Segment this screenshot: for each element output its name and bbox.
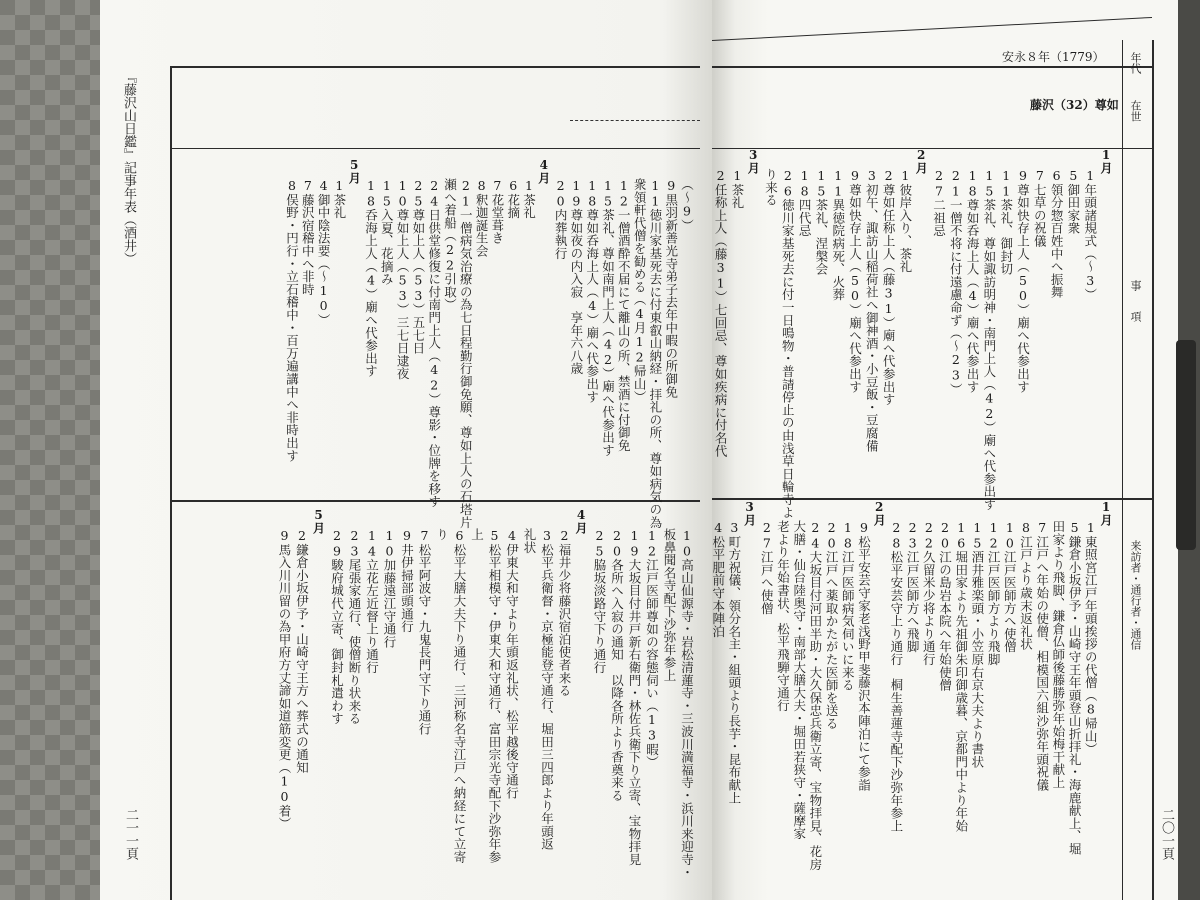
frame-left xyxy=(170,66,172,900)
event-entry: 1茶礼 xyxy=(729,168,745,209)
event-entry: 6松平大膳大夫下り通行、三河称名寺江戸へ納経にて立寄 xyxy=(452,528,467,864)
event-entry: 18尊如呑海上人（4）廟へ代参出す xyxy=(584,178,600,404)
month-label: 2月 xyxy=(872,500,887,526)
event-entry: 9馬入川川留の為甲府方丈諦如道筋変更（10着） xyxy=(277,528,292,830)
event-entry: 23江戸医師方へ飛脚 xyxy=(905,520,921,653)
event-entry: 15茶礼、尊如諏訪明神・南門上人（42）廟へ代参出す xyxy=(981,168,997,511)
event-entry: 瀬へ着船（22引取） xyxy=(442,178,458,311)
event-entry: 老より年始書状、松平飛騨守通行 xyxy=(775,520,791,712)
event-entry: 18江戸医師病気伺いに来る xyxy=(840,520,856,692)
month-label: 1月 xyxy=(1099,500,1113,526)
event-entry: 18四代忌 xyxy=(797,168,813,237)
page-number-left: 二一一頁 xyxy=(123,808,138,860)
event-entry: 3初午、諏訪山稲荷社へ御神酒・小豆飯・豆腐備 xyxy=(864,168,880,453)
event-entry: 16堀田家より先祖御朱印御歳暮、京都門中より年始 xyxy=(953,520,969,833)
event-entry: 大膳・仙台陸奥守・南部大膳大夫・堀田若狭守・薩摩家 xyxy=(791,520,807,840)
year-label: 安永８年（1779） xyxy=(1002,50,1105,64)
event-entry: 5松平相模守・伊東大和守通行、富田宗光寺配下沙弥年参 xyxy=(487,528,502,864)
event-entry: 1彼岸入り、茶礼 xyxy=(897,168,913,273)
resident-label: 藤沢（32）尊如 xyxy=(1030,98,1119,112)
event-entry: 14立花左近督上り通行 xyxy=(364,528,380,674)
event-entry: 1年頭諸規式（〜3） xyxy=(1082,168,1098,301)
event-entry: （〜9） xyxy=(679,178,695,232)
event-entry: 7松平阿波守・九鬼長門守下り通行 xyxy=(417,528,432,736)
month-label: 3月 xyxy=(746,148,761,174)
event-entry: 10高山仙源寺・岩松清蓮寺・三波川満福寺・浜川来迎寺・ xyxy=(679,528,695,879)
event-entry: 12江戸医師尊如の容態伺い（13暇） xyxy=(644,528,660,769)
event-entry: 8釈迦誕生会 xyxy=(474,178,490,258)
event-entry: 15茶礼、涅槃会 xyxy=(813,168,829,276)
header-visitors: 来訪者・通行者・通信 xyxy=(1129,540,1142,650)
event-entry: 15茶礼、尊如南門上人（42）廟へ代参出す xyxy=(600,178,616,457)
dashed-rule xyxy=(570,120,700,121)
event-entry: 1茶礼 xyxy=(331,178,347,219)
event-entry: 27江戸へ使僧 xyxy=(759,520,775,615)
month-label: 2月 xyxy=(914,148,929,174)
event-entry: 7江戸へ年始の使僧、相模国六組沙弥年頭祝儀 xyxy=(1034,520,1050,792)
event-entry: 9尊如快存上人（50）廟へ代参出す xyxy=(847,168,863,394)
month-label: 4月 xyxy=(574,508,588,534)
running-title: 『藤沢山日鑑』記事年表（酒井） xyxy=(121,70,136,265)
event-entry: 10尊如上人（53）三七日逮夜 xyxy=(395,178,411,380)
event-entry: 2尊如任称上人（藤31）廟へ代参出す xyxy=(881,168,897,406)
event-entry: 12一僧酒酔不届にて離山の所、禁酒に付御免 xyxy=(616,178,632,452)
event-entry: 19尊如夜の内入寂 享年六八歳 xyxy=(568,178,584,375)
event-entry: 2任称上人（藤31）七回忌、尊如疾病に付名代 xyxy=(713,168,729,458)
event-entry: 上 xyxy=(469,528,485,541)
left-page xyxy=(100,0,712,900)
event-entry: 21一僧病気治療の為七日程勤行御免願、尊如上人の石塔片 xyxy=(458,178,474,529)
event-entry: 22久留米少将より通行 xyxy=(921,520,937,666)
header-year: 年代 xyxy=(1129,52,1142,74)
event-entry: 4松平肥前守本陣泊 xyxy=(710,520,726,638)
event-entry: 5鎌倉小坂伊予・山崎守王年頭登山折拝礼・海鹿献上、堀 xyxy=(1067,520,1083,856)
event-entry: 10加藤遠江守通行 xyxy=(382,528,397,649)
event-entry: 8俣野・円行・立石稽中・百万遍講中へ非時出す xyxy=(284,178,300,463)
event-entry: 衆領軒代僧を勧める（4月12帰山） xyxy=(632,178,648,404)
event-entry: 2福井少将藤沢宿泊使者来る xyxy=(557,528,572,697)
event-entry: 18呑海上人（4）廟へ代参出す xyxy=(363,178,379,378)
month-label: 3月 xyxy=(742,500,757,526)
event-entry: 田家より飛脚、鎌倉仏師後藤勝弥年始梅干献上 xyxy=(1050,520,1066,789)
month-label: 5月 xyxy=(347,158,362,184)
event-entry: 7花堂葺き xyxy=(489,178,505,245)
month-label: 4月 xyxy=(536,158,551,184)
right-page xyxy=(712,0,1178,900)
event-entry: 1茶礼 xyxy=(521,178,537,219)
event-entry: 4御中陰法要（〜10） xyxy=(316,178,332,327)
event-entry: 24大坂目付河田半助・大久保忠兵衛立寄、宝物拝見、花房 xyxy=(807,520,823,871)
event-entry: 9黒羽新善光寺弟子去年中暇の所御免 xyxy=(663,178,679,399)
event-entry: 29駿府城代立寄、御封札遣わす xyxy=(329,528,345,725)
table-background xyxy=(0,0,100,900)
event-entry: 9尊如快存上人（50）廟へ代参出す xyxy=(1015,168,1031,394)
event-entry: 26徳川家基死去に付一日鳴物・普請停止の由浅草日輪寺よ xyxy=(780,168,796,519)
event-entry: 5御田家衆 xyxy=(1065,168,1081,235)
event-entry: 18尊如呑海上人（4）廟へ代参出す xyxy=(965,168,981,394)
event-entry: 9井伊掃部頭通行 xyxy=(399,528,415,633)
event-entry: 27二祖忌 xyxy=(931,168,947,237)
event-entry: 11徳川家基死去に付東叡山納経・拝礼の所、尊如病気の為 xyxy=(647,178,663,529)
event-entry: 20江戸へ薬取かたがた医師を送る xyxy=(824,520,840,730)
event-entry: 4伊東大和守より年頭返礼状、松平越後守通行 xyxy=(504,528,520,800)
frame-top xyxy=(170,66,700,68)
event-entry: 8江戸より歳末返礼状 xyxy=(1018,520,1034,651)
event-entry: 7藤沢宿稽中へ非時 xyxy=(300,178,316,296)
header-events: 事項 xyxy=(1129,280,1142,342)
event-entry: 6花摘 xyxy=(505,178,521,219)
event-entry: 7七草の祝儀 xyxy=(1032,168,1048,248)
event-entry: 11茶礼、御封切 xyxy=(998,168,1014,276)
event-entry: 10江戸医師方へ使僧 xyxy=(1002,520,1018,653)
event-entry: 20各所へ入寂の通知 以降各所より香奠来る xyxy=(609,528,625,802)
event-entry: 19大坂目付井戸新右衛門・林佐兵衛下り立寄、宝物拝見 xyxy=(627,528,642,866)
frame-top-right xyxy=(712,66,1152,68)
frame-right xyxy=(1152,40,1154,900)
page-number-right: 二〇一頁 xyxy=(1159,808,1174,860)
event-entry: 礼状 xyxy=(522,528,537,554)
event-entry: 21一僧不将に付遠慮命ず（〜23） xyxy=(948,168,964,396)
event-entry: 12江戸医師方より飛脚 xyxy=(986,520,1002,666)
event-entry: 25尊如上人（53）五七日 xyxy=(410,178,426,355)
event-entry: 24日供堂修復に付南門上人（42）尊影・位牌を移す xyxy=(426,178,442,508)
event-entry: 2鎌倉小坂伊予・山崎守王方へ葬式の通知 xyxy=(294,528,310,774)
event-entry: 1東照宮江戸年頭挨拶の代僧（8帰山） xyxy=(1083,520,1099,756)
event-entry: 11異徳院病死、火葬 xyxy=(830,168,846,301)
event-entry: り来る xyxy=(763,168,779,207)
event-entry: 板鼻聞名寺配下沙弥年参上 xyxy=(662,528,677,682)
rule-resident-right xyxy=(712,148,1152,149)
header-resident: 在世 xyxy=(1129,100,1142,122)
rule-resident xyxy=(170,148,700,149)
month-label: 1月 xyxy=(1099,148,1113,174)
event-entry: 23尾張家通行、使僧断り状来る xyxy=(347,528,362,725)
event-entry: り xyxy=(434,528,450,541)
event-entry: 9松平安芸守家老浅野甲斐藤沢本陣泊にて参詣 xyxy=(856,520,872,792)
binder-clip xyxy=(1176,340,1196,550)
rule-mid-right xyxy=(712,498,1152,500)
event-entry: 15酒井雅楽頭・小笠原右京大夫より書状 xyxy=(969,520,985,769)
month-label: 5月 xyxy=(311,508,326,534)
event-entry: 20内葬執行 xyxy=(553,178,569,260)
event-entry: 20江の島岩本院へ年始使僧 xyxy=(937,520,953,692)
event-entry: 3松平兵衛督・京極能登守通行、堀田三四郎より年頭返 xyxy=(539,528,555,851)
event-entry: 3町方祝儀、領分名主・組頭より長芋・昆布献上 xyxy=(726,520,742,805)
event-entry: 6領分惣百姓中へ振舞 xyxy=(1049,168,1065,299)
header-column-rule xyxy=(1122,40,1123,900)
event-entry: 25脇坂淡路守下り通行 xyxy=(592,528,607,674)
event-entry: 28松平安芸守上り通行 桐生善蓮寺配下沙弥年参上 xyxy=(888,520,904,833)
frame-top-edge xyxy=(712,17,1152,41)
event-entry: 15入夏、花摘み xyxy=(379,178,395,286)
